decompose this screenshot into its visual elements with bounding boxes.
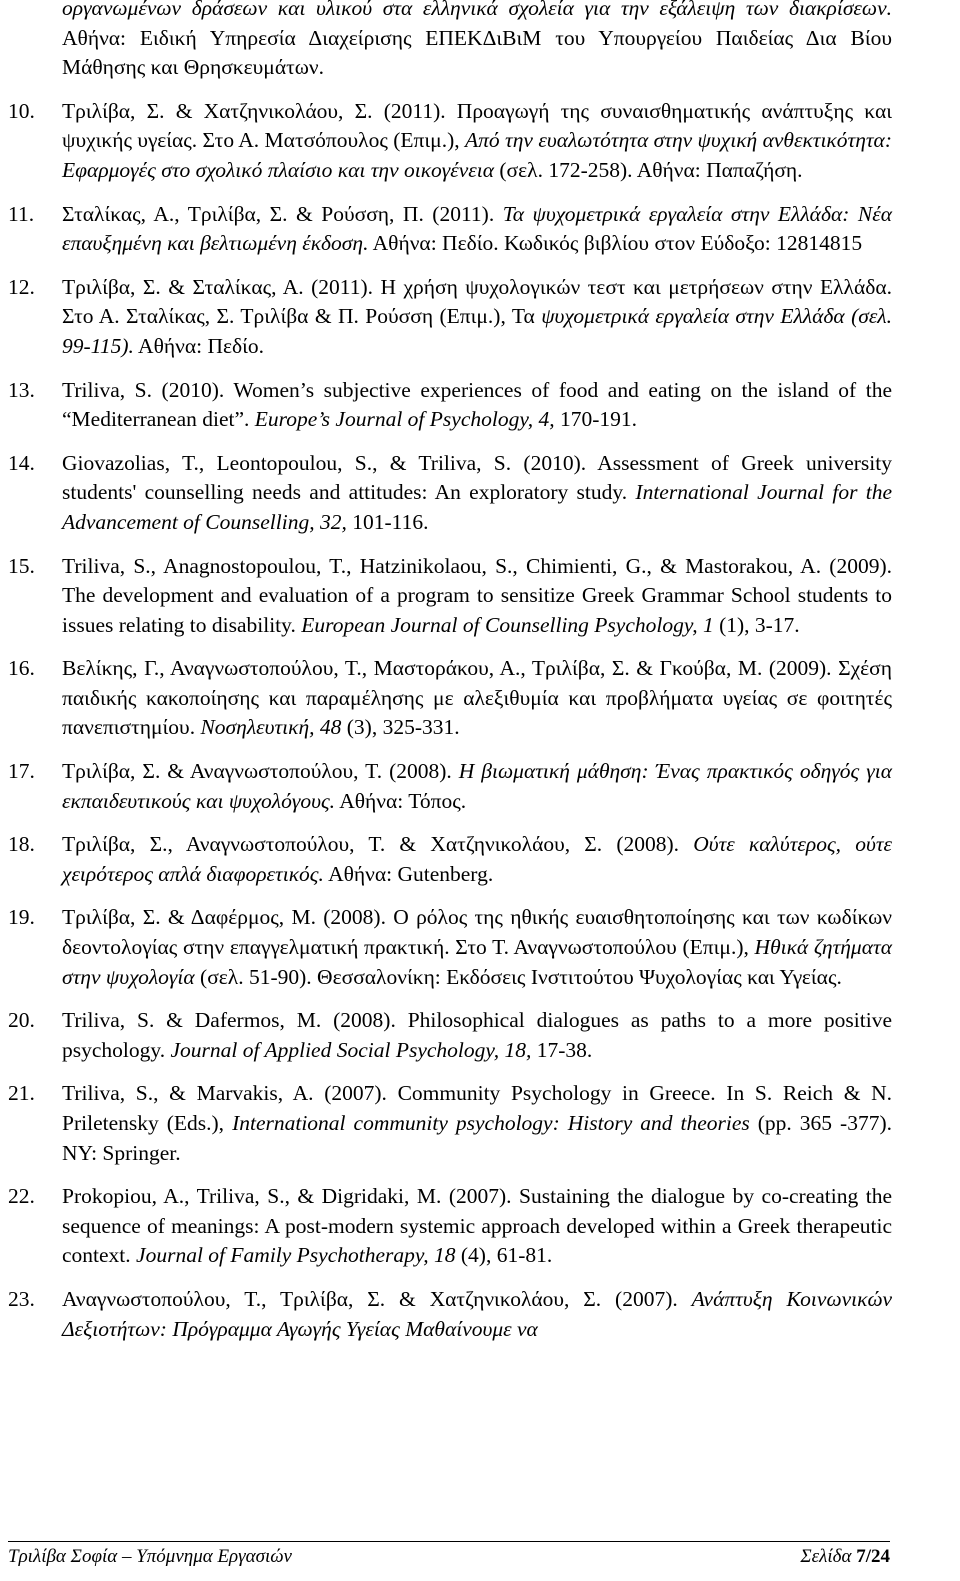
reference-text-part: Triliva, S., Anagnostopoulou, T., Hatzinikolaou, S., Chimienti, G., & Mastorakou, A. (2009). The development and evaluation of a program to sensitize Greek Grammar School students to issues relating to disability. — [62, 553, 892, 637]
reference-text-part: (σελ. 51-90). Θεσσαλονίκη: Εκδόσεις Ινστιτούτου Ψυχολογίας και Υγείας. — [194, 964, 842, 989]
reference-italic-part: ψυχομετρικά εργαλεία στην Ελλάδα (σελ. 99-115). — [62, 304, 892, 358]
reference-text-part: (3), 325-331. — [341, 715, 460, 740]
reference-number: 17. — [8, 759, 35, 784]
reference-italic-part: Journal of Applied Social Psychology, 18, — [170, 1037, 532, 1062]
reference-number: 14. — [8, 450, 35, 475]
reference-item-11 — [8, 200, 892, 259]
reference-text-part: 17-38. — [531, 1037, 593, 1062]
reference-text-part: 101-116. — [346, 509, 429, 534]
reference-text-part: Triliva, S. & Dafermos, M. (2008). Philosophical dialogues as paths to a more positive psychology. — [62, 1008, 892, 1062]
reference-item-22 — [8, 1182, 892, 1271]
reference-number: 20. — [8, 1008, 35, 1033]
reference-text-part: Αθήνα: Πεδίο. — [133, 333, 265, 358]
reference-text-part: Triliva, S., & Marvakis, A. (2007). Community Psychology in Greece. In S. Reich & N. Priletensky (Eds.), — [62, 1081, 892, 1135]
reference-number: 19. — [8, 905, 35, 930]
reference-number: 10. — [8, 98, 35, 123]
reference-text-part: Triliva, S. (2010). Women’s subjective experiences of food and eating on the island of the “Mediterranean diet”. — [62, 377, 892, 432]
reference-text-part: Αθήνα: Τόπος. — [335, 788, 467, 813]
reference-italic-part: Journal of Family Psychotherapy, 18 — [136, 1243, 456, 1268]
reference-text-part: Τριλίβα, Σ. & Δαφέρμος, Μ. (2008). Ο ρόλος της ηθικής ευαισθητοποίησης και των κωδίκων δεοντολογίας στην επαγγελματική πρακτική. Στο Τ. Αναγνωστοπούλου (Επιμ.), — [62, 905, 892, 960]
reference-item-15 — [8, 552, 892, 641]
reference-item-21 — [8, 1079, 892, 1168]
reference-number: 12. — [8, 274, 35, 299]
reference-text-part: Αθήνα: Ειδική Υπηρεσία Διαχείρισης ΕΠΕΚΔιΒιΜ του Υπουργείου Παιδείας Δια Βίου Μάθησης και Θρησκευμάτων. — [62, 25, 892, 80]
reference-italic-part: Ανάπτυξη Κοινωνικών Δεξιοτήτων: Πρόγραμμα Αγωγής Υγείας Μαθαίνουμε να — [62, 1286, 893, 1341]
reference-italic-part: Ηθικά ζητήματα στην ψυχολογία — [62, 935, 892, 989]
reference-italic-part: International community psychology: History and theories — [232, 1111, 750, 1135]
reference-text-part: Αθήνα: Gutenberg. — [323, 861, 494, 886]
reference-number: 18. — [8, 832, 35, 857]
reference-text-part: Τριλίβα, Σ. & Σταλίκας, Α. (2011). Η χρήση ψυχολογικών τεστ και μετρήσεων στην Ελλάδα. Στο Α. Σταλίκας, Σ. Τριλίβα & Π. Ρούσση (Επιμ.), Τα — [62, 274, 892, 329]
reference-item-12 — [8, 273, 892, 362]
reference-number: 11. — [8, 201, 35, 226]
reference-italic-part: Νοσηλευτική, 48 — [200, 715, 342, 740]
reference-text-part: (pp. 365 -377). NY: Springer. — [62, 1111, 892, 1165]
reference-item-19 — [8, 903, 892, 992]
reference-item-18 — [8, 830, 892, 889]
reference-italic-part: International Journal for the Advancement of Counselling, 32, — [62, 480, 893, 534]
reference-item-10 — [8, 97, 892, 186]
reference-number: 13. — [8, 377, 35, 402]
reference-text-part: (σελ. 172-258). Αθήνα: Παπαζήση. — [494, 157, 803, 182]
reference-italic-part: Τα ψυχομετρικά εργαλεία στην Ελλάδα: Νέα επαυξημένη και βελτιωμένη έκδοση. — [62, 201, 893, 256]
reference-number: 15. — [8, 553, 35, 578]
reference-italic-part: οργανωμένων δράσεων και υλικού στα ελληνικά σχολεία για την εξάλειψη των διακρίσεων. — [62, 0, 892, 20]
reference-italic-part: Ούτε καλύτερος, ούτε χειρότερος απλά διαφορετικός. — [62, 832, 893, 886]
footer-author-title: Τριλίβα Σοφία – Υπόμνημα Εργασιών — [8, 1546, 292, 1567]
reference-text-part: (4), 61-81. — [455, 1243, 553, 1268]
reference-number: 21. — [8, 1081, 35, 1106]
reference-italic-part: European Journal of Counselling Psychology, 1 — [301, 612, 714, 637]
reference-text-part: (1), 3-17. — [713, 612, 800, 637]
reference-text-part: Αθήνα: Πεδίο. Κωδικός βιβλίου στον Εύδοξο: 12814815 — [368, 231, 863, 256]
reference-text-part: Τριλίβα, Σ., Αναγνωστοπούλου, Τ. & Χατζηνικολάου, Σ. (2008). — [62, 832, 694, 857]
reference-text-part: Giovazolias, T., Leontopoulou, S., & Triliva, S. (2010). Assessment of Greek university students' counselling needs and attitudes: An exploratory study. — [62, 450, 892, 505]
reference-item-14 — [8, 449, 892, 538]
reference-list — [8, 0, 892, 1358]
reference-text-part: Αναγνωστοπούλου, Τ., Τριλίβα, Σ. & Χατζηνικολάου, Σ. (2007). — [62, 1286, 692, 1311]
reference-text-part: Τριλίβα, Σ. & Αναγνωστοπούλου, Τ. (2008). — [62, 759, 459, 784]
reference-text-part: 170-191. — [554, 407, 637, 432]
reference-item-17 — [8, 757, 892, 816]
reference-italic-part: Η βιωματική μάθηση: Ένας πρακτικός οδηγός για εκπαιδευτικούς και ψυχολόγους. — [62, 759, 892, 813]
reference-item-13 — [8, 376, 892, 435]
reference-number: 16. — [8, 656, 35, 681]
footer-page-indicator — [800, 1545, 890, 1569]
reference-continuation — [8, 0, 892, 83]
reference-text-part: Βελίκης, Γ., Αναγνωστοπούλου, Τ., Μαστοράκου, Α., Τριλίβα, Σ. & Γκούβα, Μ. (2009). Σχέση παιδικής κακοποίησης και παραμέλησης με αλεξιθυμία και προβλήματα υγείας σε φοιτητές πανεπιστημίου. — [62, 656, 892, 740]
footer-divider — [8, 1541, 890, 1542]
footer-page-label: Σελίδα — [800, 1546, 857, 1567]
reference-text-part: Τριλίβα, Σ. & Χατζηνικολάου, Σ. (2011). Προαγωγή της συναισθηματικής ανάπτυξης και ψυχικής υγείας. Στο Α. Ματσόπουλος (Επιμ.), — [62, 98, 892, 153]
reference-item-23 — [8, 1285, 892, 1344]
reference-text-part: Prokopiou, A., Triliva, S., & Digridaki, M. (2007). Sustaining the dialogue by co-creating the sequence of meanings: A post-modern systemic approach developed within a Greek therapeutic context. — [62, 1184, 892, 1268]
reference-item-20 — [8, 1006, 892, 1065]
footer-page-number: 7/24 — [856, 1546, 890, 1567]
reference-text-part: Σταλίκας, Α., Τριλίβα, Σ. & Ρούσση, Π. (2011). — [62, 201, 503, 226]
reference-italic-part: Από την ευαλωτότητα στην ψυχική ανθεκτικότητα: Εφαρμογές στο σχολικό πλαίσιο και την οικογένεια — [62, 128, 892, 182]
reference-italic-part: Europe’s Journal of Psychology, 4, — [254, 407, 555, 432]
reference-number: 23. — [8, 1286, 35, 1311]
reference-number: 22. — [8, 1184, 35, 1209]
reference-item-16 — [8, 654, 892, 743]
